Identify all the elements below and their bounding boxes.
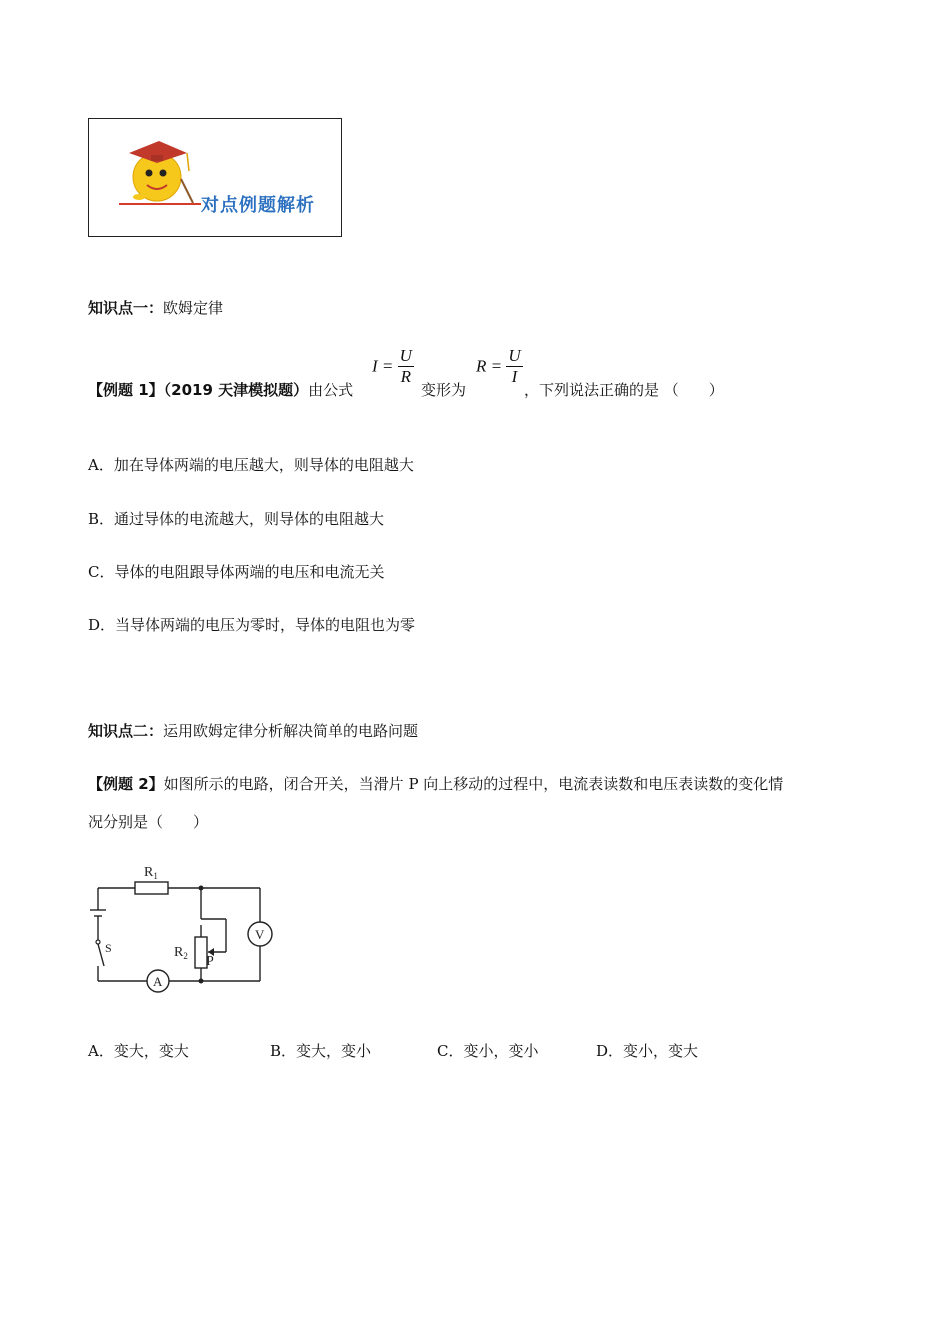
formula-resistance: R = $\frac{U}{I}$ [476, 346, 521, 386]
example1-option-d: D．当导体两端的电压为零时，导体的电阻也为零 [88, 616, 416, 634]
example1-source: （2019 天津模拟题） [163, 381, 309, 399]
voltmeter-label: V [255, 927, 265, 942]
section-banner [88, 118, 342, 237]
slider-label: P [206, 954, 214, 969]
example2-stem-line1 [88, 773, 783, 794]
section1-heading [88, 297, 223, 318]
example2-line1: 如图所示的电路，闭合开关，当滑片 P 向上移动的过程中，电流表读数和电压表读数的变化情 [163, 775, 784, 793]
r1-label: $R_1$ [144, 865, 158, 881]
section1-text: 欧姆定律 [163, 299, 224, 317]
example2-answer-c: C．变小，变小 [437, 1042, 539, 1060]
example1-option-a: A．加在导体两端的电压越大，则导体的电阻越大 [88, 456, 414, 474]
example1-lead: 由公式 [308, 381, 354, 399]
example1-mid: 变形为 [421, 381, 467, 399]
example2-answer-a: A．变大，变大 [88, 1042, 189, 1060]
ammeter-label: A [153, 974, 163, 989]
example1-tag: 【例题 1】 [88, 381, 164, 399]
example1-option-b: B．通过导体的电流越大，则导体的电阻越大 [88, 510, 385, 528]
example2-answer-b: B．变大，变小 [270, 1042, 372, 1060]
section2-text: 运用欧姆定律分析解决简单的电路问题 [163, 722, 419, 740]
formula2-lhs: R [476, 356, 487, 376]
example1-tail: ，下列说法正确的是 （ ） [524, 381, 724, 399]
mascot-icon [89, 119, 343, 238]
banner-underline [119, 203, 201, 205]
example2-stem-line2: 况分别是（ ） [88, 813, 209, 831]
formula1-lhs: I [372, 356, 378, 376]
formula2-num: U [508, 346, 521, 365]
example2-tag: 【例题 2】 [88, 775, 164, 793]
example1-stem [88, 379, 353, 400]
section2-label: 知识点二： [88, 722, 164, 740]
example2-answer-d: D．变小，变大 [596, 1042, 699, 1060]
section2-heading [88, 720, 418, 741]
switch-icon [96, 940, 100, 944]
circuit-diagram [88, 858, 288, 998]
switch-label: S [105, 941, 112, 955]
banner-title: 对点例题解析 [201, 195, 315, 216]
formula-ohm: I = $\frac{U}{R}$ [372, 346, 412, 386]
example1-option-c: C．导体的电阻跟导体两端的电压和电流无关 [88, 563, 385, 581]
section1-label: 知识点一： [88, 299, 164, 317]
r2-label: $R_2$ [174, 945, 188, 961]
formula2-den: I [511, 367, 518, 386]
formula1-num: U [399, 346, 412, 365]
formula1-den: R [400, 367, 411, 386]
